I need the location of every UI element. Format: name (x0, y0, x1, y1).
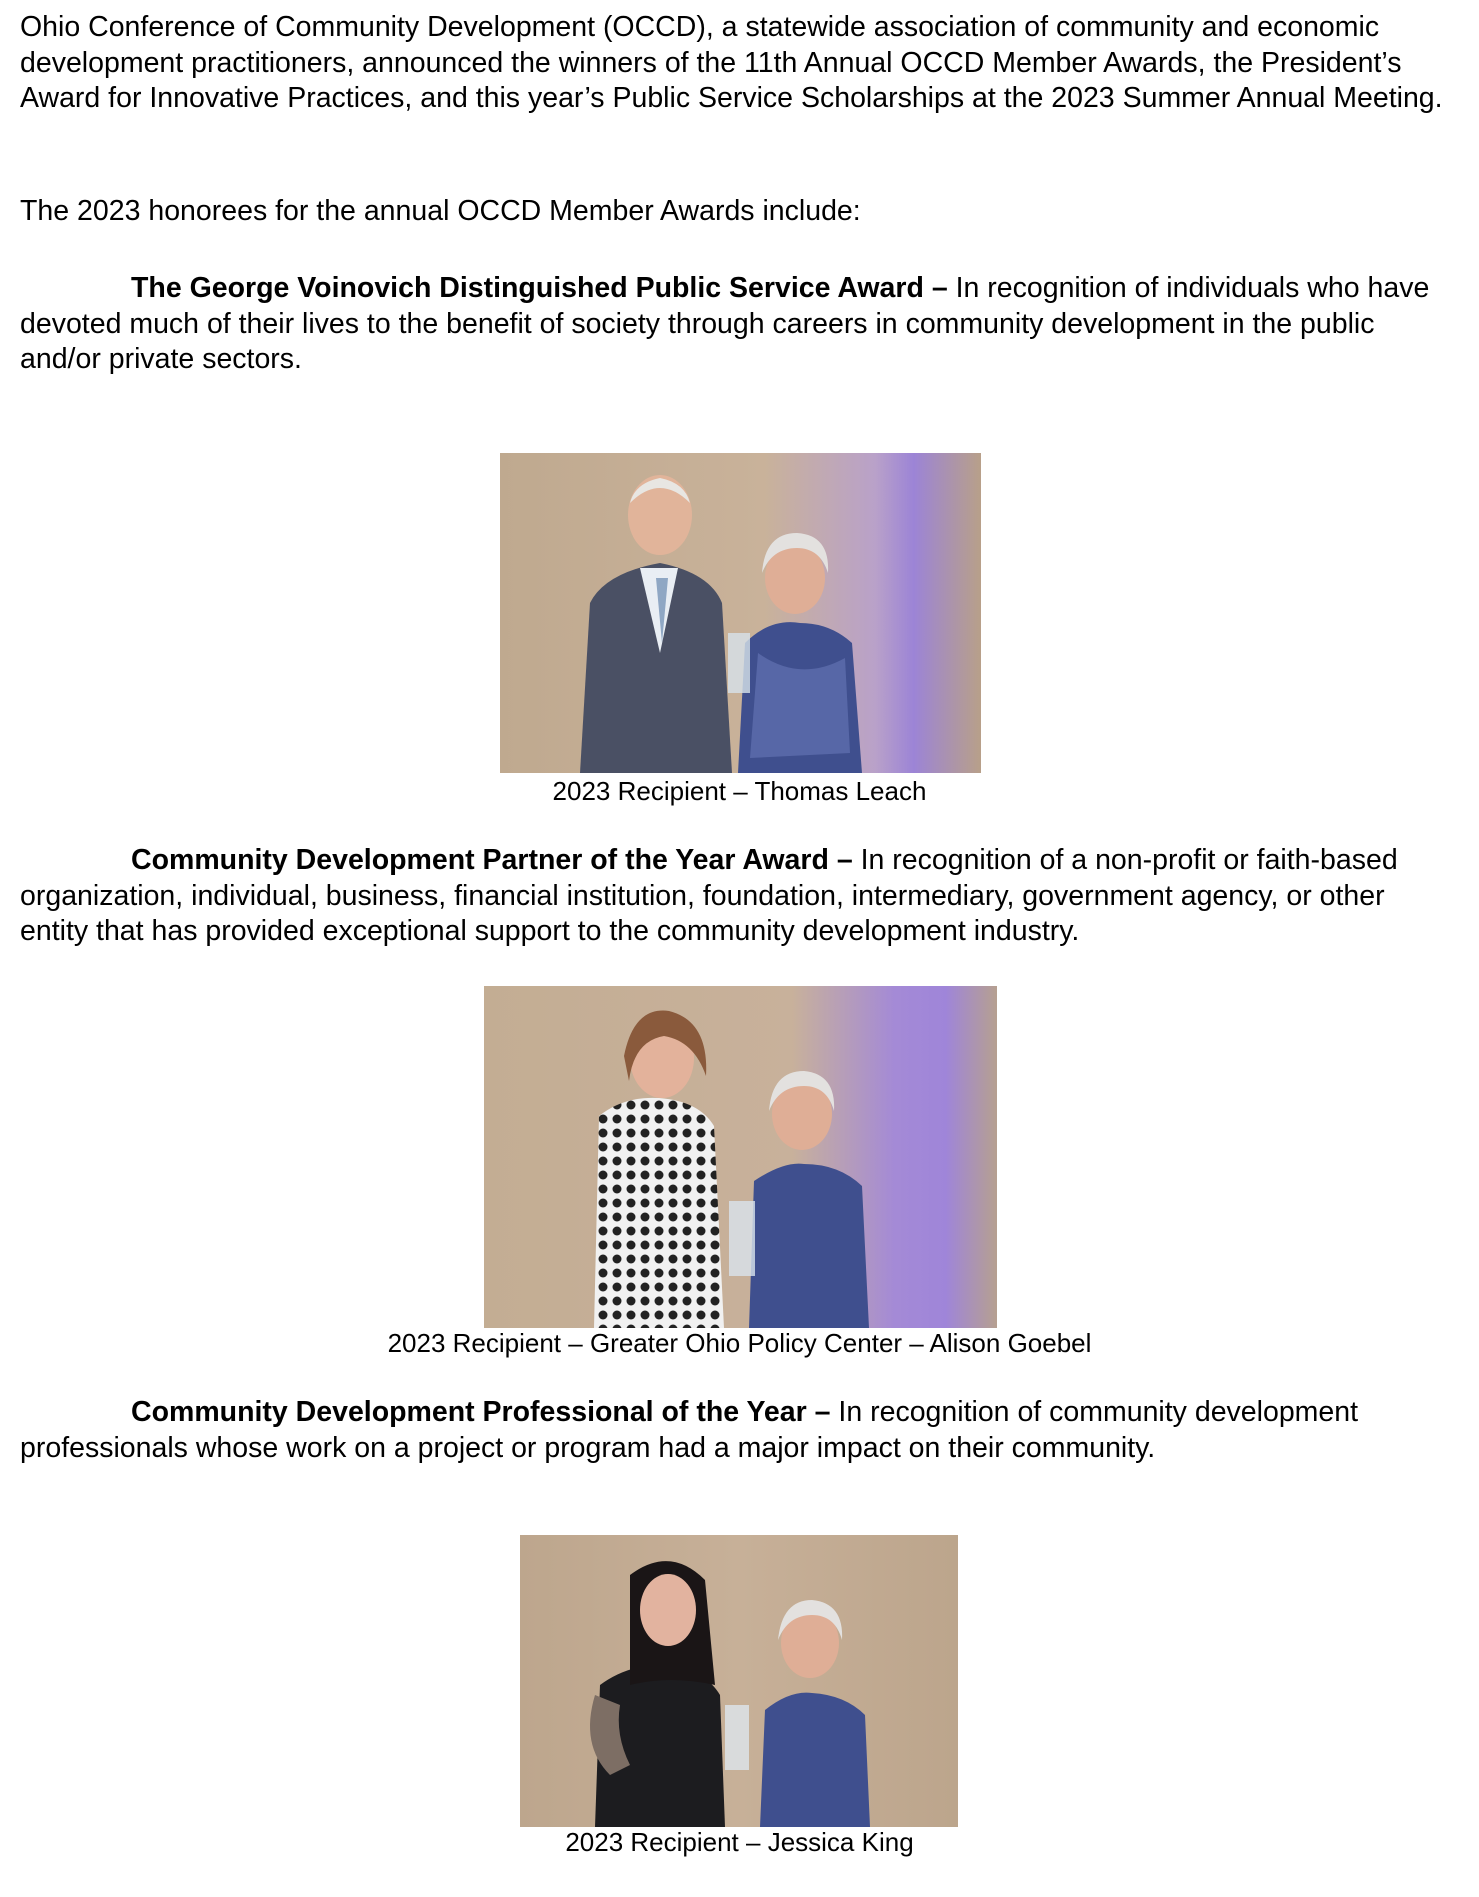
award-2-photo (484, 986, 997, 1328)
award-2-caption: 2023 Recipient – Greater Ohio Policy Center – Alison Goebel (387, 1328, 1092, 1358)
award-1-description: In recognition of individuals who have devoted much of their lives to the benefit of society through careers in community development in the public and/or private sectors. (20, 272, 1430, 375)
award-3-title: Community Development Professional of the Year – (131, 1396, 839, 1428)
award-3-paragraph (20, 1395, 1460, 1466)
award-1-photo (500, 453, 981, 773)
award-1-title: The George Voinovich Distinguished Public Service Award – (131, 272, 956, 304)
honorees-intro: The 2023 honorees for the annual OCCD Member Awards include: (20, 195, 861, 227)
award-3-photo (520, 1535, 958, 1827)
award-1-paragraph (20, 271, 1460, 378)
award-1-caption: 2023 Recipient – Thomas Leach (552, 776, 927, 806)
award-3-caption: 2023 Recipient – Jessica King (565, 1827, 914, 1857)
award-2-title: Community Development Partner of the Year Award – (131, 844, 861, 876)
award-3-description: In recognition of community development professionals whose work on a project or program had a major impact on their community. (20, 1396, 1359, 1464)
intro-paragraph: Ohio Conference of Community Development (OCCD), a statewide association of community and economic development practitioners, announced the winners of the 11th Annual OCCD Member Awards, the President’s Award for Innovative Practices, and this year’s Public Service Scholarships at the 2023 Summer Annual Meeting. (20, 11, 1443, 114)
award-2-description: In recognition of a non-profit or faith-based organization, individual, business, financial institution, foundation, intermediary, government agency, or other entity that has provided exceptional support to the community development industry. (20, 844, 1398, 947)
award-2-paragraph (20, 843, 1460, 950)
